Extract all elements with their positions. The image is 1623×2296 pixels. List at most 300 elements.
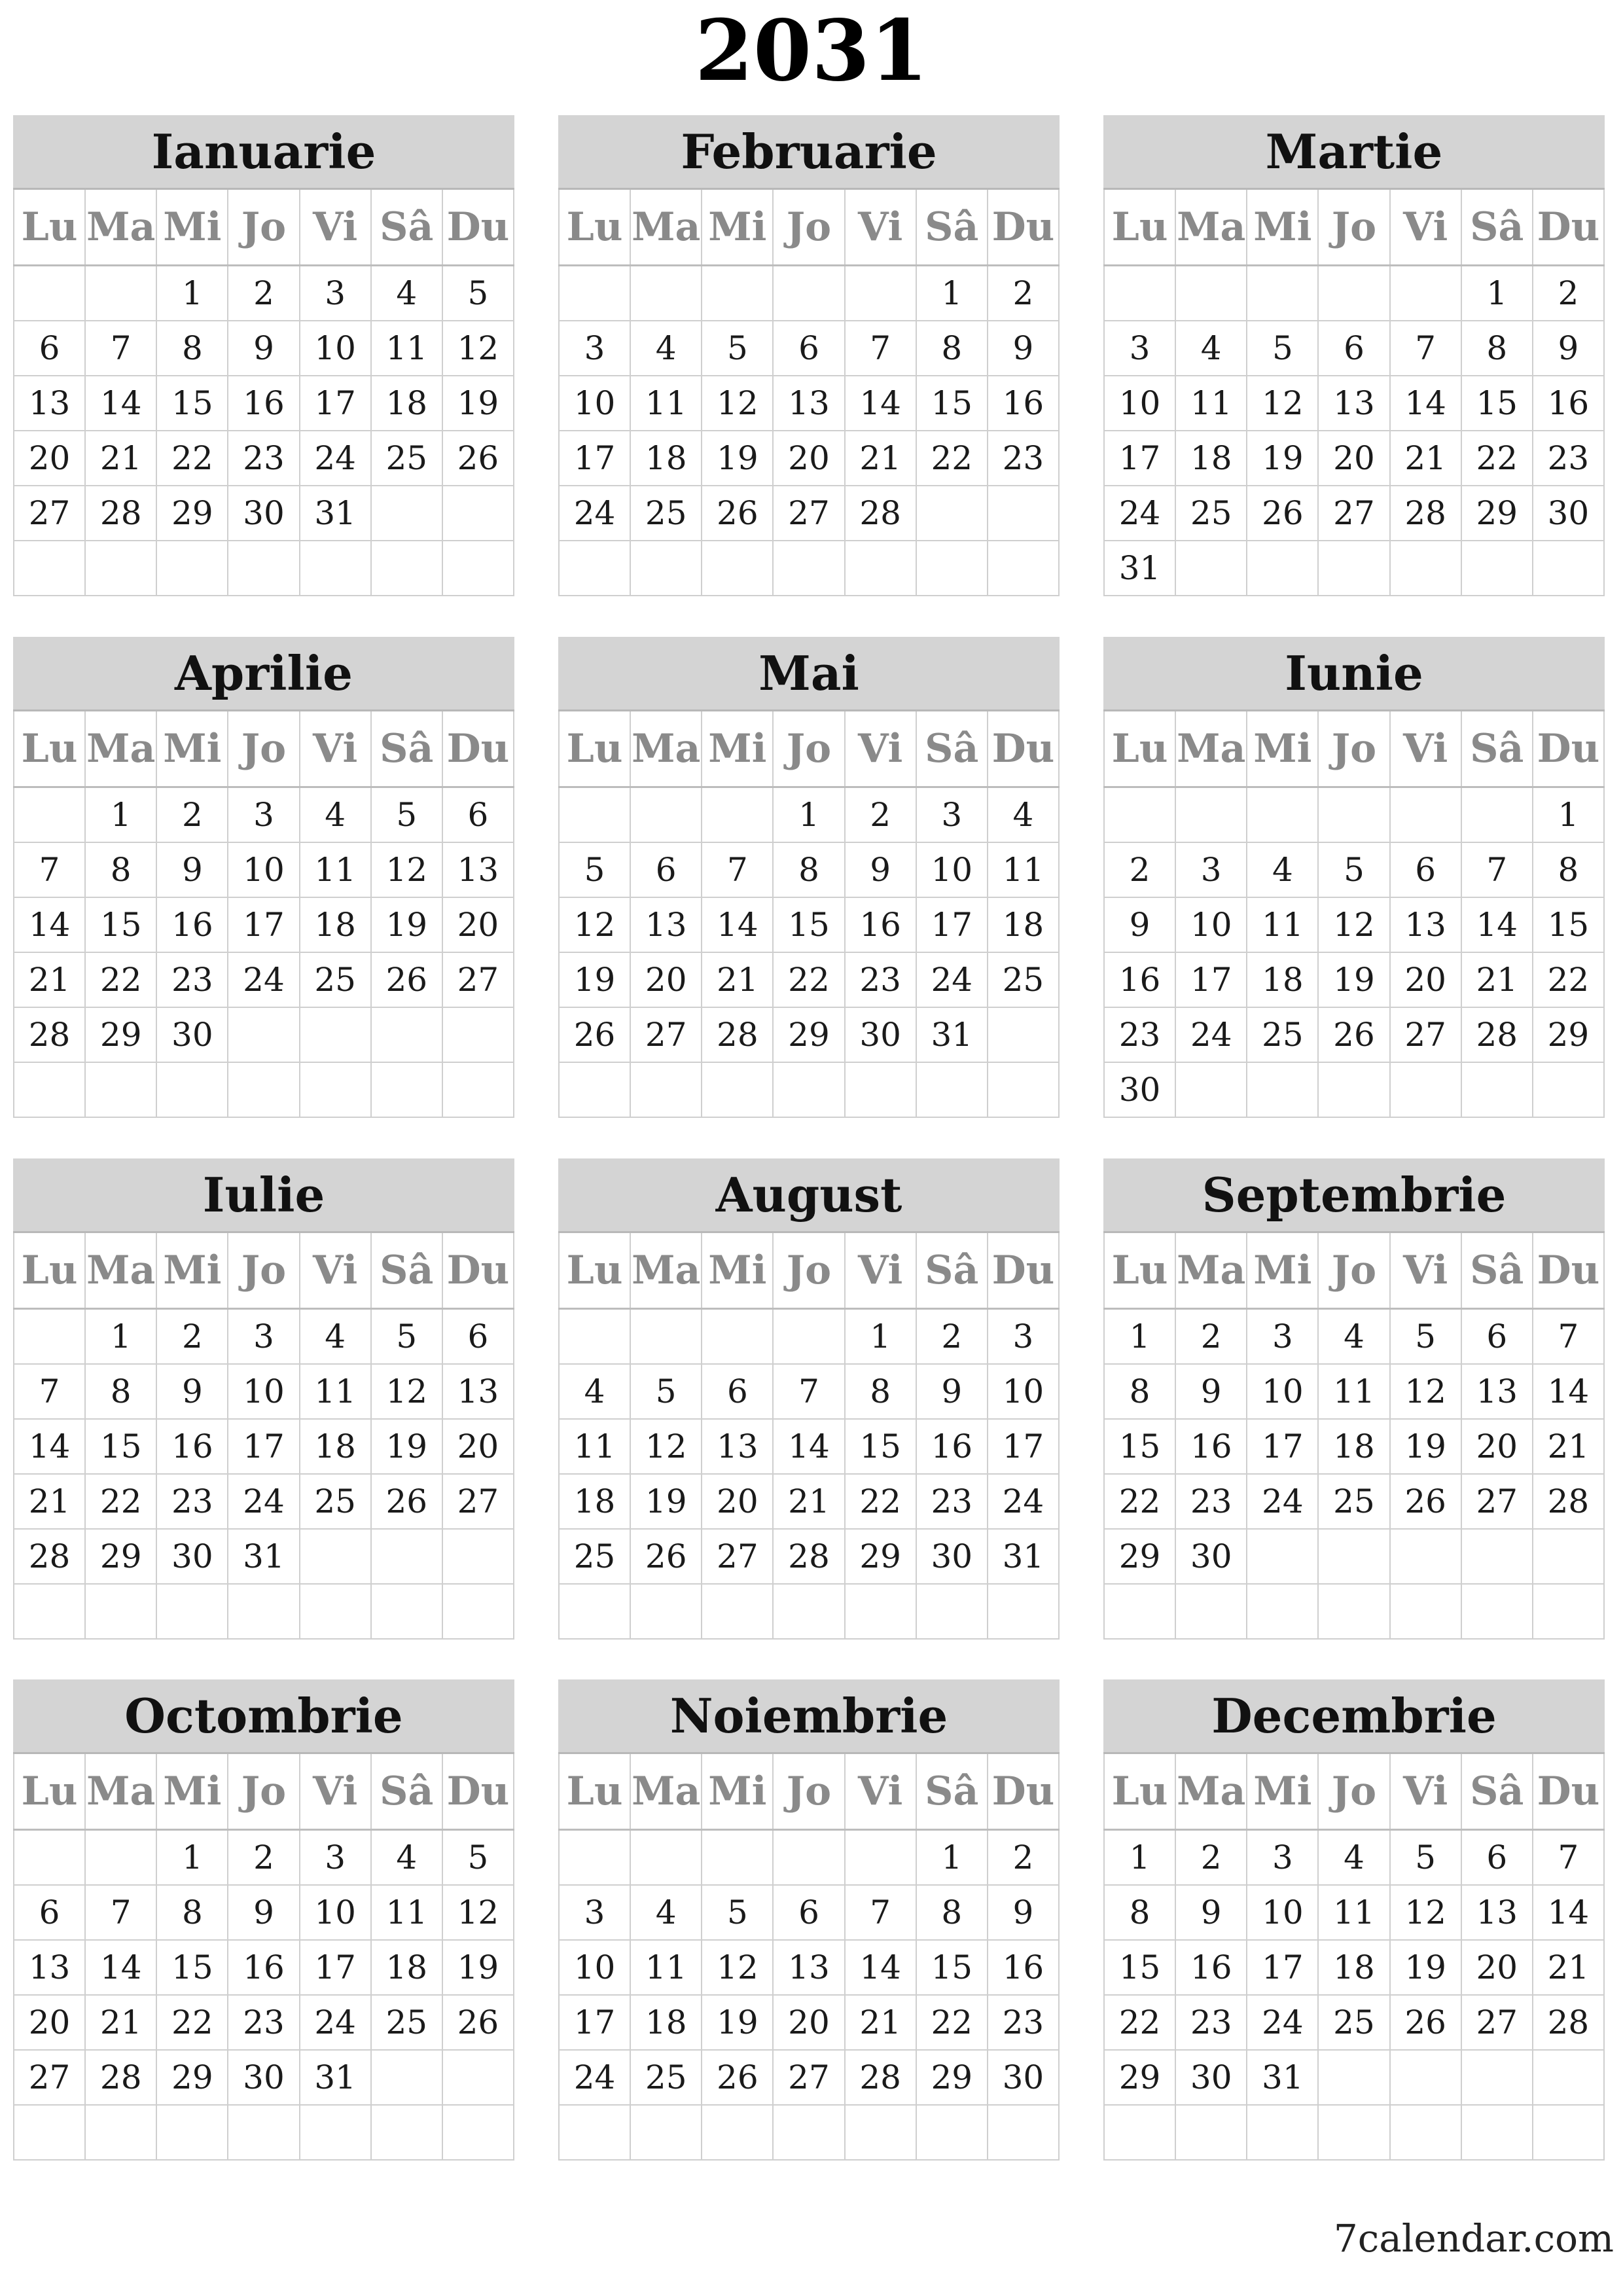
day-cell (156, 1062, 228, 1117)
day-cell (916, 1062, 988, 1117)
day-cell: 9 (1175, 1885, 1247, 1940)
week-row (1104, 1309, 1604, 1365)
weekday-label: Mi (702, 1233, 773, 1309)
day-cell: 2 (1175, 1309, 1247, 1365)
day-cell (1318, 2105, 1389, 2160)
day-cell (85, 541, 156, 596)
day-cell: 14 (85, 376, 156, 431)
weekday-label: Ma (1175, 1233, 1247, 1309)
week-row (559, 1419, 1059, 1474)
day-cell: 9 (988, 1885, 1059, 1940)
day-cell (1461, 2105, 1533, 2160)
weekday-label: Sâ (1461, 190, 1533, 266)
month-name: Februarie (558, 115, 1060, 190)
day-cell (1533, 1062, 1604, 1117)
day-cell: 12 (371, 1364, 442, 1419)
day-cell: 25 (1247, 1007, 1318, 1062)
day-cell: 15 (916, 1940, 988, 1995)
day-cell (156, 1584, 228, 1639)
day-cell: 16 (916, 1419, 988, 1474)
month-day-grid (558, 1233, 1060, 1640)
day-cell (1390, 1062, 1461, 1117)
day-cell: 25 (1318, 1995, 1389, 2050)
day-cell: 1 (85, 787, 156, 843)
weekday-label: Du (988, 1233, 1059, 1309)
month-name: Mai (558, 637, 1060, 711)
week-row (14, 1007, 514, 1062)
weekday-header-row (1104, 1754, 1604, 1830)
weekday-header-row (14, 190, 514, 266)
weekday-label: Jo (228, 1754, 299, 1830)
month-name: Ianuarie (13, 115, 514, 190)
day-cell: 2 (1175, 1830, 1247, 1886)
day-cell: 18 (1318, 1940, 1389, 1995)
day-cell: 17 (300, 1940, 371, 1995)
weekday-label: Lu (1104, 190, 1175, 266)
day-cell: 27 (1461, 1474, 1533, 1529)
day-cell (14, 1830, 85, 1886)
day-cell (988, 1007, 1059, 1062)
day-cell: 10 (559, 376, 630, 431)
day-cell: 6 (630, 842, 702, 897)
day-cell: 18 (300, 897, 371, 952)
day-cell: 15 (85, 897, 156, 952)
day-cell: 22 (916, 1995, 988, 2050)
day-cell: 28 (85, 2050, 156, 2105)
day-cell (85, 1830, 156, 1886)
day-cell (1175, 1584, 1247, 1639)
day-cell: 15 (1461, 376, 1533, 431)
day-cell (300, 1584, 371, 1639)
day-cell: 25 (1318, 1474, 1389, 1529)
weekday-label: Sâ (916, 711, 988, 787)
weekday-label: Vi (1390, 1754, 1461, 1830)
weekday-label: Lu (559, 1754, 630, 1830)
day-cell (1390, 787, 1461, 843)
day-cell: 5 (1390, 1309, 1461, 1365)
month-day-grid (1103, 711, 1605, 1118)
weekday-header-row (559, 1754, 1059, 1830)
day-cell: 18 (559, 1474, 630, 1529)
week-row (14, 787, 514, 843)
day-cell: 3 (559, 1885, 630, 1940)
day-cell (371, 1529, 442, 1584)
day-cell: 5 (442, 266, 514, 321)
day-cell: 24 (559, 486, 630, 541)
day-cell: 21 (845, 431, 916, 486)
day-cell: 31 (300, 486, 371, 541)
day-cell: 2 (156, 787, 228, 843)
day-cell (14, 1584, 85, 1639)
day-cell: 27 (702, 1529, 773, 1584)
day-cell: 12 (442, 1885, 514, 1940)
day-cell: 8 (156, 321, 228, 376)
day-cell (988, 1584, 1059, 1639)
day-cell (773, 266, 844, 321)
day-cell: 12 (702, 376, 773, 431)
weekday-label: Sâ (371, 1754, 442, 1830)
day-cell: 4 (300, 1309, 371, 1365)
day-cell: 23 (1175, 1995, 1247, 2050)
day-cell: 22 (916, 431, 988, 486)
day-cell: 28 (773, 1529, 844, 1584)
day-cell: 1 (85, 1309, 156, 1365)
day-cell: 20 (14, 431, 85, 486)
day-cell (702, 1309, 773, 1365)
week-row (559, 1364, 1059, 1419)
day-cell: 4 (371, 1830, 442, 1886)
day-cell: 22 (773, 952, 844, 1007)
day-cell (442, 1062, 514, 1117)
day-cell: 14 (14, 1419, 85, 1474)
day-cell: 5 (559, 842, 630, 897)
day-cell: 11 (559, 1419, 630, 1474)
week-row (14, 1474, 514, 1529)
day-cell: 31 (988, 1529, 1059, 1584)
day-cell: 13 (14, 376, 85, 431)
day-cell (630, 787, 702, 843)
weekday-label: Vi (1390, 711, 1461, 787)
day-cell: 1 (773, 787, 844, 843)
day-cell (702, 787, 773, 843)
day-cell: 4 (371, 266, 442, 321)
day-cell: 19 (630, 1474, 702, 1529)
weekday-label: Vi (1390, 1233, 1461, 1309)
weekday-header-row (14, 1754, 514, 1830)
day-cell: 27 (442, 1474, 514, 1529)
day-cell: 21 (702, 952, 773, 1007)
day-cell: 6 (442, 787, 514, 843)
day-cell: 26 (702, 486, 773, 541)
week-row (559, 787, 1059, 843)
week-row (14, 376, 514, 431)
day-cell: 15 (1533, 897, 1604, 952)
day-cell (14, 1062, 85, 1117)
day-cell: 8 (1461, 321, 1533, 376)
weekday-label: Ma (85, 1754, 156, 1830)
day-cell: 23 (228, 431, 299, 486)
week-row (1104, 1062, 1604, 1117)
day-cell: 24 (300, 1995, 371, 2050)
week-row (14, 541, 514, 596)
day-cell: 17 (916, 897, 988, 952)
day-cell: 16 (988, 376, 1059, 431)
day-cell (1461, 787, 1533, 843)
weekday-label: Ma (85, 1233, 156, 1309)
day-cell (630, 1830, 702, 1886)
month-name: Iunie (1103, 637, 1605, 711)
day-cell: 6 (773, 321, 844, 376)
day-cell: 27 (773, 2050, 844, 2105)
day-cell (988, 486, 1059, 541)
day-cell: 24 (1247, 1995, 1318, 2050)
weekday-label: Vi (845, 190, 916, 266)
day-cell: 2 (916, 1309, 988, 1365)
day-cell: 25 (371, 1995, 442, 2050)
day-cell: 14 (1533, 1885, 1604, 1940)
day-cell: 24 (559, 2050, 630, 2105)
day-cell: 19 (1390, 1419, 1461, 1474)
weekday-label: Mi (702, 190, 773, 266)
day-cell: 2 (988, 1830, 1059, 1886)
day-cell: 15 (156, 376, 228, 431)
day-cell: 26 (1390, 1474, 1461, 1529)
day-cell: 2 (228, 266, 299, 321)
day-cell: 24 (228, 1474, 299, 1529)
day-cell (702, 541, 773, 596)
weekday-label: Sâ (1461, 711, 1533, 787)
week-row (559, 266, 1059, 321)
day-cell: 27 (14, 486, 85, 541)
day-cell: 5 (1318, 842, 1389, 897)
weekday-label: Ma (630, 1754, 702, 1830)
day-cell (371, 2105, 442, 2160)
week-row (1104, 1007, 1604, 1062)
day-cell: 10 (228, 842, 299, 897)
weekday-label: Mi (1247, 711, 1318, 787)
day-cell: 8 (1104, 1885, 1175, 1940)
day-cell: 18 (371, 376, 442, 431)
day-cell: 27 (1390, 1007, 1461, 1062)
weekday-label: Du (1533, 1754, 1604, 1830)
day-cell: 19 (559, 952, 630, 1007)
week-row (1104, 1529, 1604, 1584)
weekday-label: Du (1533, 711, 1604, 787)
day-cell (702, 2105, 773, 2160)
weekday-label: Jo (773, 711, 844, 787)
month-block (1103, 115, 1605, 592)
day-cell: 10 (1247, 1885, 1318, 1940)
day-cell: 11 (371, 1885, 442, 1940)
day-cell: 27 (14, 2050, 85, 2105)
day-cell: 21 (1533, 1419, 1604, 1474)
day-cell (1318, 1062, 1389, 1117)
weekday-label: Mi (1247, 1754, 1318, 1830)
day-cell: 29 (156, 486, 228, 541)
day-cell: 19 (1318, 952, 1389, 1007)
day-cell: 14 (1461, 897, 1533, 952)
day-cell: 23 (988, 431, 1059, 486)
day-cell: 24 (916, 952, 988, 1007)
day-cell: 12 (1390, 1885, 1461, 1940)
weekday-label: Mi (156, 711, 228, 787)
day-cell: 20 (773, 1995, 844, 2050)
day-cell (156, 541, 228, 596)
day-cell (916, 486, 988, 541)
month-day-grid (13, 1233, 514, 1640)
month-day-grid (558, 711, 1060, 1118)
day-cell (1247, 2105, 1318, 2160)
day-cell: 23 (845, 952, 916, 1007)
weekday-label: Vi (300, 190, 371, 266)
day-cell (1175, 1062, 1247, 1117)
month-day-grid (558, 1754, 1060, 2161)
weekday-header-row (1104, 1233, 1604, 1309)
day-cell: 1 (1461, 266, 1533, 321)
weekday-header-row (1104, 190, 1604, 266)
day-cell (1175, 2105, 1247, 2160)
week-row (1104, 541, 1604, 596)
day-cell: 13 (442, 1364, 514, 1419)
day-cell (371, 1007, 442, 1062)
day-cell (300, 2105, 371, 2160)
day-cell: 11 (1318, 1885, 1389, 1940)
day-cell (442, 2050, 514, 2105)
day-cell (559, 1584, 630, 1639)
week-row (559, 1995, 1059, 2050)
day-cell (773, 1584, 844, 1639)
day-cell: 28 (845, 486, 916, 541)
day-cell (702, 1062, 773, 1117)
day-cell: 9 (916, 1364, 988, 1419)
day-cell: 10 (916, 842, 988, 897)
day-cell (630, 266, 702, 321)
day-cell (1390, 541, 1461, 596)
day-cell: 12 (559, 897, 630, 952)
weekday-label: Mi (156, 190, 228, 266)
weekday-label: Vi (845, 1754, 916, 1830)
day-cell: 6 (14, 321, 85, 376)
day-cell: 10 (1175, 897, 1247, 952)
day-cell (1390, 1584, 1461, 1639)
day-cell: 17 (1175, 952, 1247, 1007)
day-cell: 14 (1390, 376, 1461, 431)
day-cell (1247, 787, 1318, 843)
day-cell: 17 (1247, 1419, 1318, 1474)
day-cell (14, 541, 85, 596)
day-cell: 3 (300, 266, 371, 321)
day-cell: 21 (1461, 952, 1533, 1007)
weekday-label: Du (988, 190, 1059, 266)
day-cell (228, 541, 299, 596)
month-block (558, 1158, 1060, 1635)
week-row (1104, 1474, 1604, 1529)
day-cell: 3 (916, 787, 988, 843)
weekday-label: Du (988, 711, 1059, 787)
week-row (559, 541, 1059, 596)
weekday-label: Jo (228, 190, 299, 266)
day-cell (1175, 266, 1247, 321)
day-cell: 2 (845, 787, 916, 843)
day-cell (1390, 1529, 1461, 1584)
day-cell: 3 (1175, 842, 1247, 897)
day-cell: 30 (1533, 486, 1604, 541)
day-cell (559, 787, 630, 843)
weekday-label: Jo (228, 1233, 299, 1309)
weekday-label: Vi (300, 711, 371, 787)
weekday-label: Lu (14, 1754, 85, 1830)
day-cell (85, 1584, 156, 1639)
day-cell: 9 (228, 321, 299, 376)
week-row (14, 1309, 514, 1365)
day-cell: 8 (916, 1885, 988, 1940)
day-cell: 25 (1175, 486, 1247, 541)
day-cell: 5 (1247, 321, 1318, 376)
day-cell (773, 1830, 844, 1886)
day-cell (442, 1007, 514, 1062)
day-cell: 28 (14, 1529, 85, 1584)
day-cell: 23 (228, 1995, 299, 2050)
day-cell: 24 (300, 431, 371, 486)
day-cell: 18 (1175, 431, 1247, 486)
weekday-label: Ma (85, 190, 156, 266)
day-cell: 11 (630, 1940, 702, 1995)
weekday-label: Sâ (371, 711, 442, 787)
day-cell: 6 (14, 1885, 85, 1940)
day-cell: 27 (1461, 1995, 1533, 2050)
weekday-label: Jo (1318, 1233, 1389, 1309)
day-cell: 7 (14, 1364, 85, 1419)
month-day-grid (13, 1754, 514, 2161)
month-block (558, 637, 1060, 1113)
week-row (14, 1062, 514, 1117)
day-cell (845, 1062, 916, 1117)
day-cell: 9 (156, 842, 228, 897)
weekday-label: Sâ (371, 190, 442, 266)
day-cell (1461, 541, 1533, 596)
day-cell: 9 (1175, 1364, 1247, 1419)
day-cell: 8 (1104, 1364, 1175, 1419)
day-cell (1104, 266, 1175, 321)
weekday-label: Ma (1175, 190, 1247, 266)
day-cell: 17 (228, 897, 299, 952)
day-cell: 1 (916, 266, 988, 321)
day-cell (85, 1062, 156, 1117)
day-cell (228, 1584, 299, 1639)
day-cell: 24 (1104, 486, 1175, 541)
day-cell: 3 (988, 1309, 1059, 1365)
day-cell: 16 (1533, 376, 1604, 431)
day-cell: 14 (85, 1940, 156, 1995)
day-cell: 30 (228, 486, 299, 541)
month-day-grid (1103, 1233, 1605, 1640)
week-row (559, 1940, 1059, 1995)
day-cell: 8 (845, 1364, 916, 1419)
day-cell: 3 (1104, 321, 1175, 376)
day-cell: 16 (228, 1940, 299, 1995)
day-cell (559, 266, 630, 321)
week-row (1104, 1364, 1604, 1419)
day-cell (916, 541, 988, 596)
day-cell: 3 (559, 321, 630, 376)
weekday-label: Du (442, 711, 514, 787)
day-cell: 14 (702, 897, 773, 952)
day-cell: 7 (85, 321, 156, 376)
day-cell: 7 (1461, 842, 1533, 897)
day-cell: 26 (559, 1007, 630, 1062)
weekday-label: Vi (300, 1233, 371, 1309)
day-cell: 17 (228, 1419, 299, 1474)
day-cell: 8 (916, 321, 988, 376)
day-cell: 3 (228, 1309, 299, 1365)
day-cell: 4 (1318, 1309, 1389, 1365)
weekday-label: Mi (1247, 190, 1318, 266)
day-cell (85, 2105, 156, 2160)
day-cell: 13 (1318, 376, 1389, 431)
day-cell (773, 541, 844, 596)
day-cell: 16 (156, 1419, 228, 1474)
day-cell: 23 (1104, 1007, 1175, 1062)
month-block (13, 1679, 514, 2156)
day-cell: 11 (300, 1364, 371, 1419)
week-row (1104, 952, 1604, 1007)
month-name: Martie (1103, 115, 1605, 190)
week-row (559, 842, 1059, 897)
weekday-label: Lu (14, 190, 85, 266)
weekday-label: Jo (773, 1754, 844, 1830)
day-cell: 9 (1533, 321, 1604, 376)
day-cell (916, 2105, 988, 2160)
